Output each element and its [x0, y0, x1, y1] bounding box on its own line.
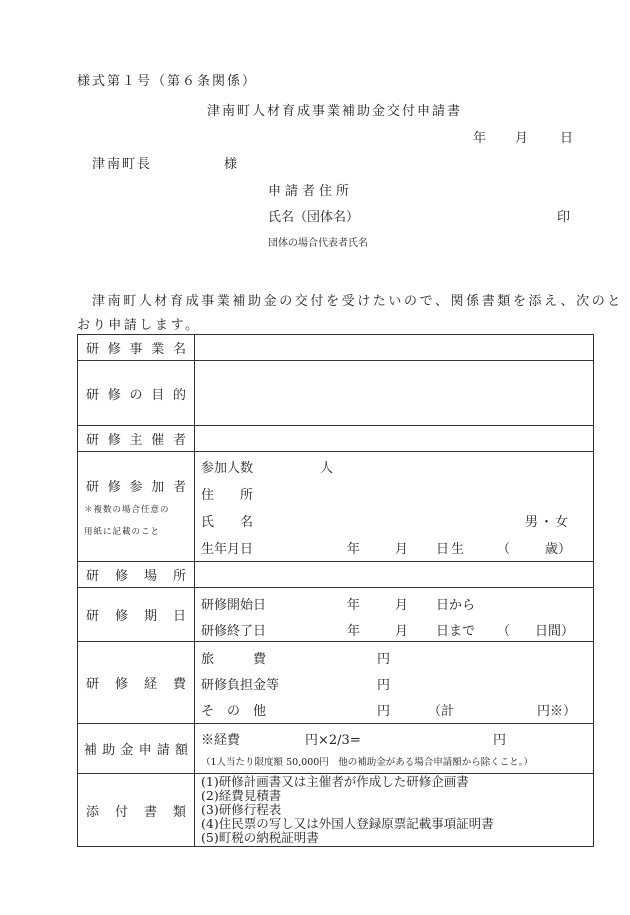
addressee: 津南町長	[92, 157, 153, 172]
row-place	[78, 562, 594, 588]
label-subsidy: 補 助 金 申 請 額	[78, 724, 195, 774]
participant-count-label: 参加人数	[201, 461, 254, 476]
row-organizer	[78, 426, 594, 452]
subsidy-note: （1人当たり限度額 50,000円 他の補助金がある場合申請額から除くこと。）	[201, 757, 534, 768]
age-close: 歳）	[545, 542, 572, 557]
purpose-field[interactable]	[195, 361, 594, 426]
project-name-field[interactable]	[195, 335, 594, 361]
days-close: 日間）	[535, 624, 575, 639]
intro-line-1: 津南町人材育成事業補助金の交付を受けたいので、関係書類を添え、次のと	[92, 294, 623, 309]
age-open: （	[497, 542, 511, 557]
burden-unit: 円	[377, 678, 391, 693]
row-project-name	[78, 335, 594, 361]
travel-unit: 円	[377, 652, 391, 667]
other-unit: 円	[377, 704, 391, 719]
representative-label: 団体の場合代表者氏名	[268, 238, 368, 249]
participant-count-unit: 人	[320, 461, 334, 476]
row-purpose	[78, 361, 594, 426]
organizer-field[interactable]	[195, 426, 594, 452]
participant-details[interactable]	[195, 452, 594, 562]
end-date-label: 研修終了日	[201, 624, 267, 639]
days-open: （	[497, 624, 511, 639]
row-period	[78, 588, 594, 642]
intro-line-2: おり申請します。	[77, 318, 201, 333]
burden-label: 研修負担金等	[201, 678, 280, 693]
row-subsidy	[78, 724, 594, 774]
attachments-list	[195, 774, 594, 847]
participant-note-2: 用紙に記載のこと	[84, 527, 161, 537]
subsidy-unit: 円	[493, 733, 507, 748]
attachment-item: (5)町税の納税証明書	[201, 830, 319, 845]
date-year: 年	[473, 131, 487, 146]
start-day-unit: 日から	[436, 598, 476, 613]
label-organizer: 研 修 主 催 者	[78, 426, 195, 452]
attachment-item: (2)経費見積書	[201, 788, 282, 803]
total-close: 円※）	[537, 704, 577, 719]
birth-year-unit: 年	[347, 542, 361, 557]
attachment-item: (4)住民票の写し又は外国人登録原票記載事項証明書	[201, 816, 494, 831]
other-label: そ の 他	[201, 704, 267, 719]
participant-gender[interactable]: 男・女	[525, 515, 571, 530]
document-title: 津南町人材育成事業補助金交付申請書	[207, 104, 463, 119]
applicant-name-label: 氏名（団体名）	[268, 210, 360, 225]
travel-label: 旅 費	[201, 652, 267, 667]
end-month-unit: 月	[395, 624, 409, 639]
date-day: 日	[560, 131, 574, 146]
start-year-unit: 年	[347, 598, 361, 613]
label-period: 研 修 期 日	[78, 588, 195, 642]
place-field[interactable]	[195, 562, 594, 588]
participant-note-1: ＊複数の場合任意の	[84, 505, 170, 515]
participant-name-label: 氏 名	[201, 515, 254, 530]
date-month: 月	[515, 131, 529, 146]
row-participant	[78, 452, 594, 562]
participant-birth-label: 生年月日	[201, 542, 254, 557]
subsidy-formula: ※経費 円×2/3=	[201, 733, 361, 748]
participant-address-label: 住 所	[201, 488, 254, 503]
birth-day-unit: 日生	[436, 542, 467, 557]
label-place: 研 修 場 所	[78, 562, 195, 588]
label-participant: 研 修 参 加 者 ＊複数の場合任意の 用紙に記載のこと	[78, 452, 195, 562]
period-details[interactable]	[195, 588, 594, 642]
subsidy-details[interactable]	[195, 724, 594, 774]
label-purpose: 研 修 の 目 的	[78, 361, 195, 426]
application-form-table	[77, 334, 594, 847]
end-day-unit: 日まで	[436, 624, 476, 639]
applicant-address-label: 申請者住所	[268, 184, 354, 199]
form-number: 様式第１号（第６条関係）	[77, 74, 258, 89]
label-project-name: 研 修 事 業 名	[78, 335, 195, 361]
row-attachments	[78, 774, 594, 847]
attachment-item: (1)研修計画書又は主催者が作成した研修企画書	[201, 774, 469, 789]
attachment-item: (3)研修行程表	[201, 802, 282, 817]
label-expense: 研 修 経 費	[78, 642, 195, 724]
birth-month-unit: 月	[395, 542, 409, 557]
start-month-unit: 月	[395, 598, 409, 613]
end-year-unit: 年	[347, 624, 361, 639]
label-attachments: 添 付 書 類	[78, 774, 195, 847]
expense-details[interactable]	[195, 642, 594, 724]
addressee-honorific: 様	[224, 157, 238, 172]
row-expense	[78, 642, 594, 724]
seal-mark: 印	[557, 210, 571, 225]
start-date-label: 研修開始日	[201, 598, 267, 613]
total-open: （計	[428, 704, 455, 719]
